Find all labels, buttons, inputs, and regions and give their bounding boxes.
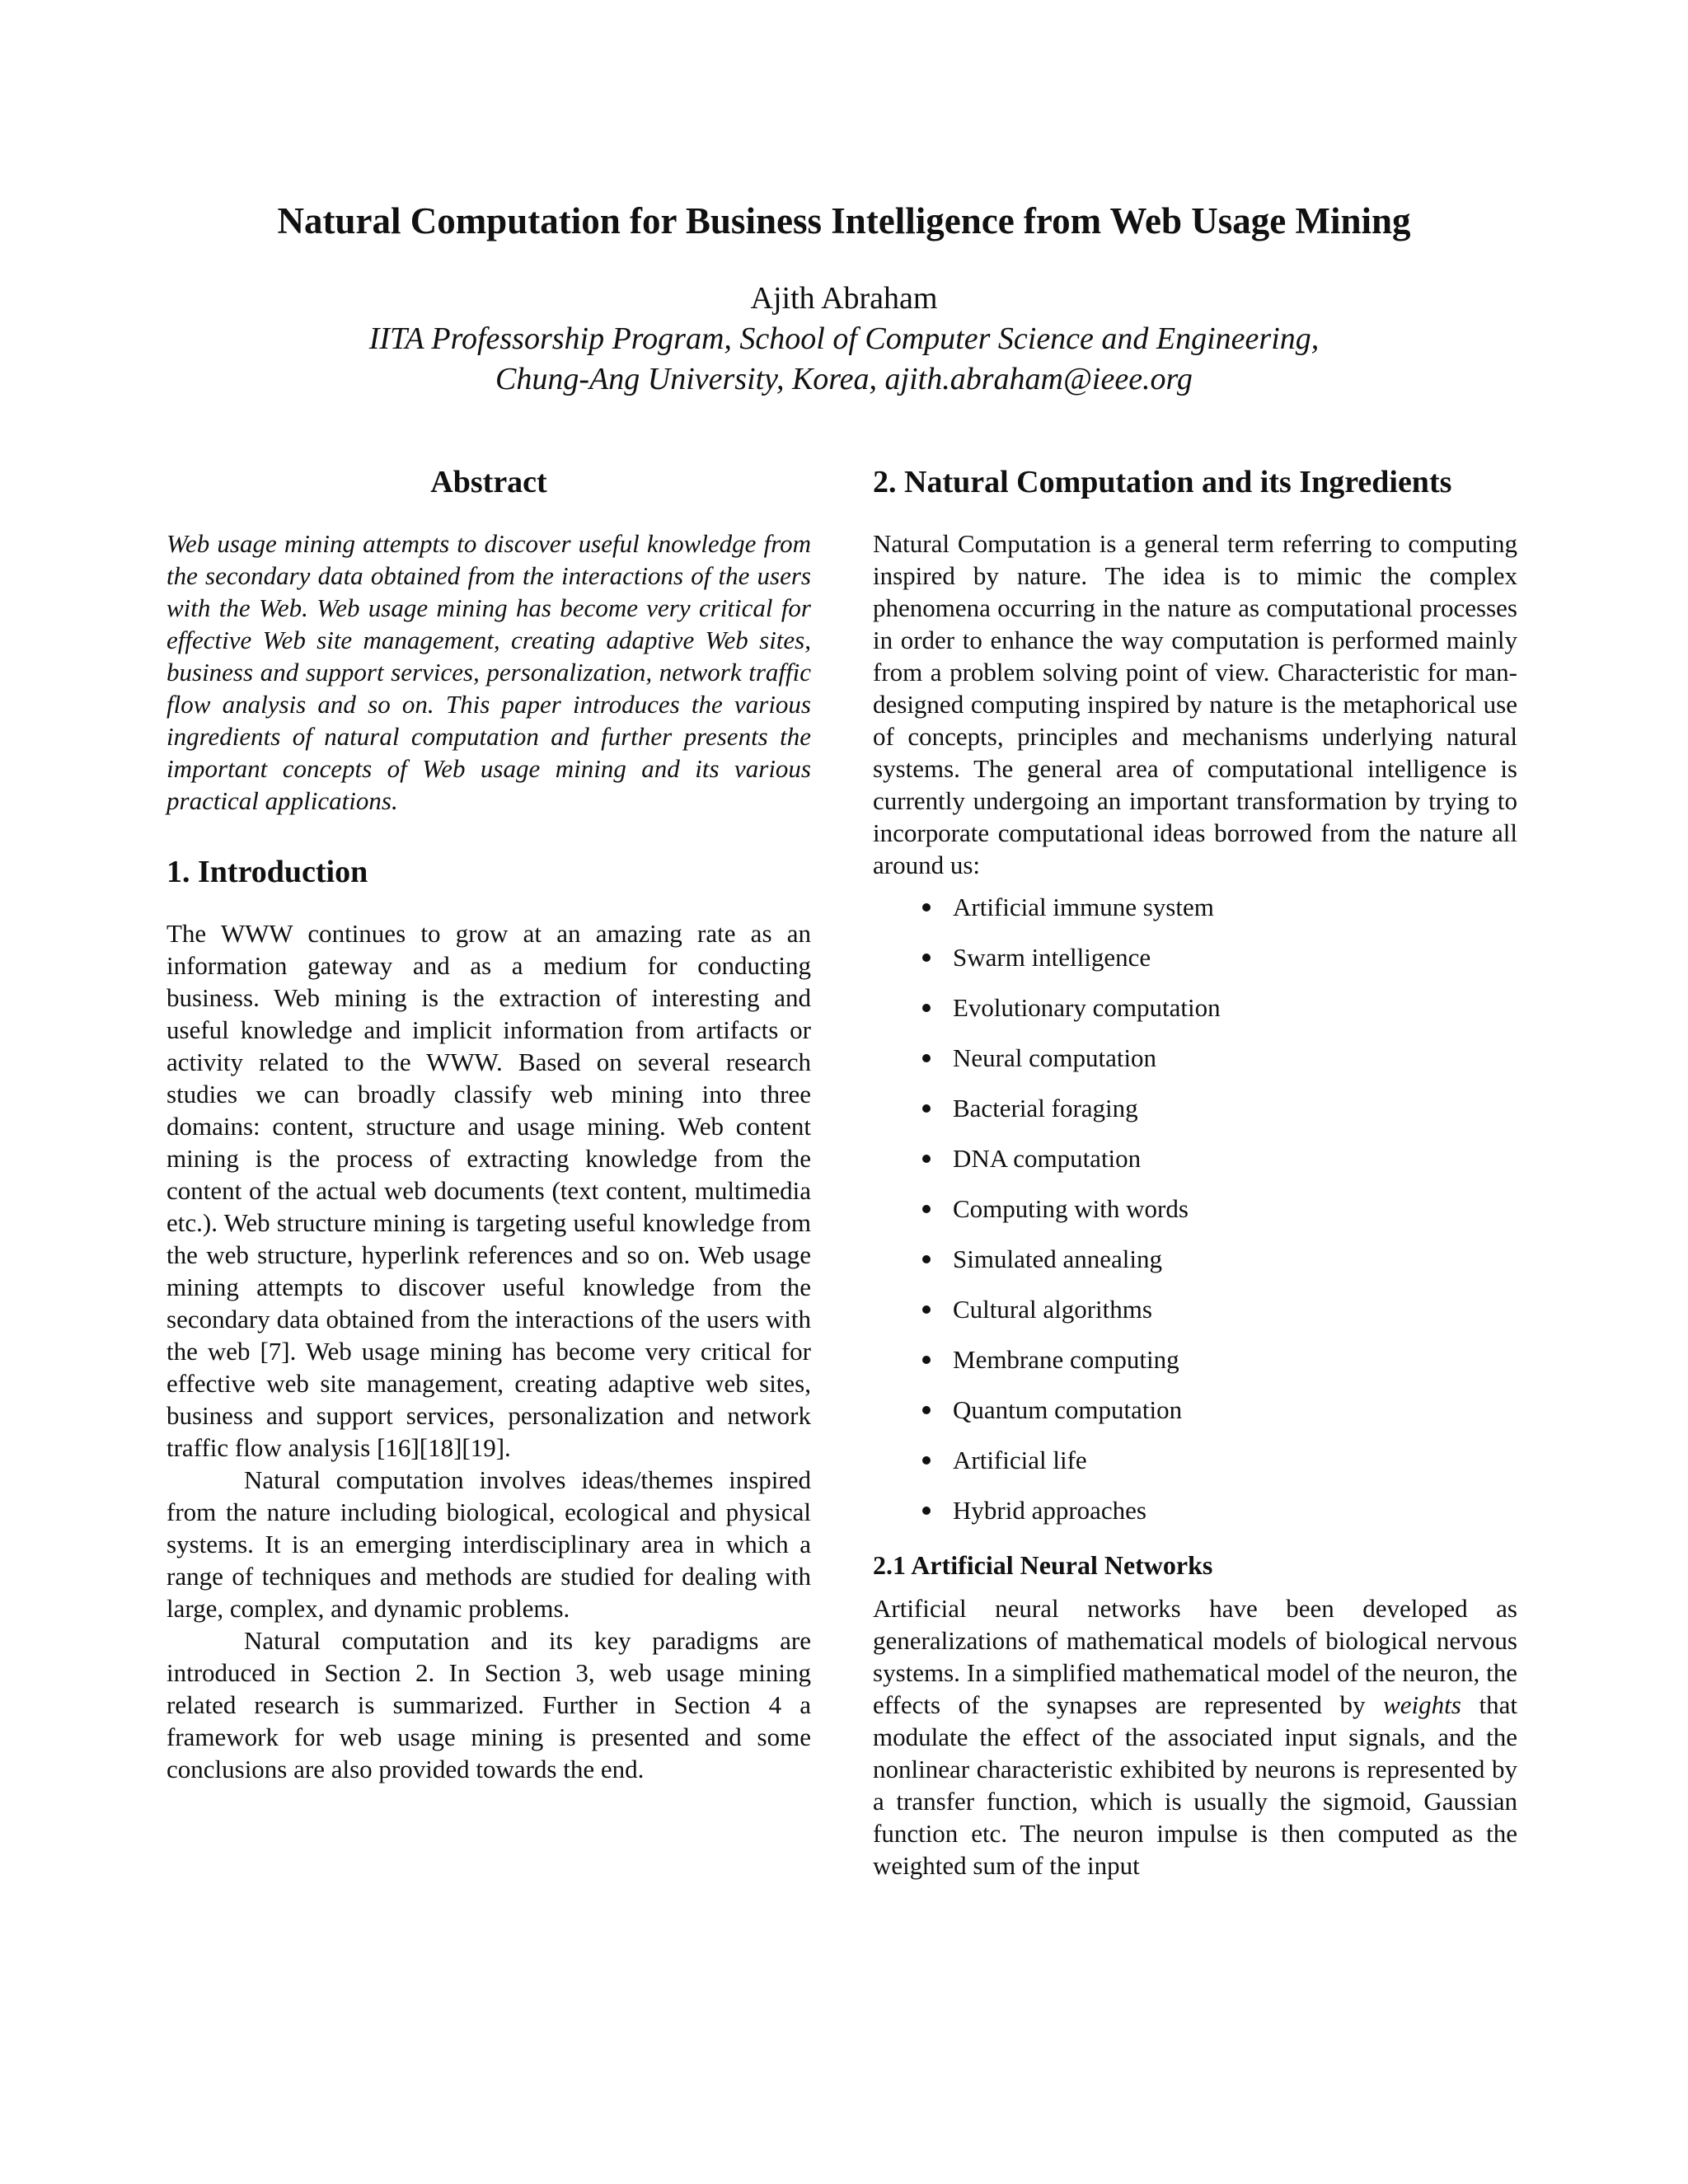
list-item — [922, 891, 1517, 923]
author-block — [0, 279, 1688, 400]
natural-computation-list — [873, 891, 1517, 1526]
list-item-label: Simulated annealing — [953, 1244, 1162, 1273]
list-item — [922, 1494, 1517, 1526]
list-item — [922, 1293, 1517, 1325]
list-item — [922, 1394, 1517, 1426]
abstract-text: Web usage mining attempts to discover useful knowledge from the secondary data obtained from the interactions of the users with the Web. Web usage mining has become very critical for effective Web site management, creating adaptive Web sites, business and support services, personalization, network traffic flow analysis and so on. This paper introduces the various ingredients of natural computation and further presents the important concepts of Web usage mining and its various practical applications. — [166, 529, 811, 815]
introduction-paragraph-3: Natural computation and its key paradigms are introduced in Section 2. In Section 3, web usage mining related research is summarized. Further in Section 4 a framework for web usage mining is presented and some conclusions are also provided towards the end. — [166, 1626, 811, 1783]
list-item — [922, 1444, 1517, 1476]
bullet-icon — [922, 1507, 931, 1515]
bullet-icon — [922, 1356, 931, 1364]
paper-title: Natural Computation for Business Intelligence from Web Usage Mining — [277, 200, 1411, 241]
list-item-label: Hybrid approaches — [953, 1496, 1146, 1525]
list-item — [922, 941, 1517, 973]
list-item-label: Computing with words — [953, 1194, 1189, 1223]
list-item-label: Cultural algorithms — [953, 1295, 1152, 1324]
affiliation-line-2: Chung-Ang University, Korea, ajith.abraham@ieee.org — [495, 362, 1193, 396]
affiliation-line-1: IITA Professorship Program, School of Computer Science and Engineering, — [368, 321, 1320, 356]
list-item-label: Artificial life — [953, 1446, 1087, 1474]
list-item — [922, 1343, 1517, 1376]
section-2-1-text-b: that modulate the effect of the associated input signals, and the nonlinear characteristic exhibited by neurons is represented by a transfer function, which is usually the sigmoid, Gaussian function etc. The neuron impulse is then computed as the weighted sum of the input — [873, 1690, 1517, 1880]
section-2-1-paragraph — [873, 1592, 1517, 1882]
list-item-label: Artificial immune system — [953, 893, 1214, 921]
bullet-icon — [922, 1205, 931, 1213]
section-2-1-emphasis: weights — [1383, 1690, 1461, 1719]
list-item — [922, 1193, 1517, 1225]
section-2-heading: 2. Natural Computation and its Ingredients — [873, 465, 1452, 499]
left-column — [166, 462, 811, 1785]
bullet-icon — [922, 1456, 931, 1465]
list-item-label: Swarm intelligence — [953, 943, 1151, 972]
bullet-icon — [922, 1004, 931, 1012]
list-item — [922, 1142, 1517, 1174]
right-column — [873, 462, 1517, 1882]
introduction-paragraph-1: The WWW continues to grow at an amazing rate as an information gateway and as a medium for conducting business. Web mining is the extraction of interesting and useful knowledge and implicit information from artifacts or activity related to the WWW. Based on several research studies we can broadly classify web mining into three domains: content, structure and usage mining. Web content mining is the process of extracting knowledge from the content of the actual web documents (text content, multimedia etc.). Web structure mining is targeting useful knowledge from the web structure, hyperlink references and so on. Web usage mining attempts to discover useful knowledge from the secondary data obtained from the interactions of the users with the web [7]. Web usage mining has become very critical for effective web site management, creating adaptive web sites, business and support services, personalization and network traffic flow analysis [16][18][19]. — [166, 919, 811, 1462]
bullet-icon — [922, 1406, 931, 1414]
bullet-icon — [922, 1104, 931, 1113]
list-item-label: Bacterial foraging — [953, 1094, 1138, 1122]
list-item-label: Membrane computing — [953, 1345, 1179, 1374]
section-2-1-text-a: Artificial neural networks have been developed as generalizations of mathematical models of biological nervous systems. In a simplified mathematical model of the neuron, the effects of the synapses are represented by — [873, 1594, 1517, 1719]
bullet-icon — [922, 1054, 931, 1062]
section-2-paragraph: Natural Computation is a general term referring to computing inspired by nature. The idea is to mimic the complex phenomena occurring in the nature as computational processes in order to enhance the way computation is performed mainly from a problem solving point of view. Characteristic for man-designed computing inspired by nature is the metaphorical use of concepts, principles and mechanisms underlying natural systems. The general area of computational intelligence is currently undergoing an important transformation by trying to incorporate computational ideas borrowed from the nature all around us: — [873, 529, 1517, 879]
list-item — [922, 1042, 1517, 1074]
list-item — [922, 991, 1517, 1024]
list-item-label: DNA computation — [953, 1144, 1142, 1173]
bullet-icon — [922, 1255, 931, 1263]
list-item-label: Quantum computation — [953, 1395, 1183, 1424]
author-name: Ajith Abraham — [750, 281, 938, 316]
bullet-icon — [922, 954, 931, 962]
bullet-icon — [922, 1305, 931, 1314]
introduction-heading: 1. Introduction — [166, 855, 368, 889]
introduction-paragraph-2: Natural computation involves ideas/themes inspired from the nature including biological, ecological and physical systems. It is an emerging interdisciplinary area in which a range of techniques and methods are studied for dealing with large, complex, and dynamic problems. — [166, 1465, 811, 1623]
section-2-1-heading: 2.1 Artificial Neural Networks — [873, 1550, 1213, 1580]
list-item-label: Evolutionary computation — [953, 993, 1221, 1022]
bullet-icon — [922, 1155, 931, 1163]
abstract-heading: Abstract — [430, 465, 547, 499]
list-item-label: Neural computation — [953, 1043, 1157, 1072]
bullet-icon — [922, 903, 931, 912]
list-item — [922, 1243, 1517, 1275]
list-item — [922, 1092, 1517, 1124]
